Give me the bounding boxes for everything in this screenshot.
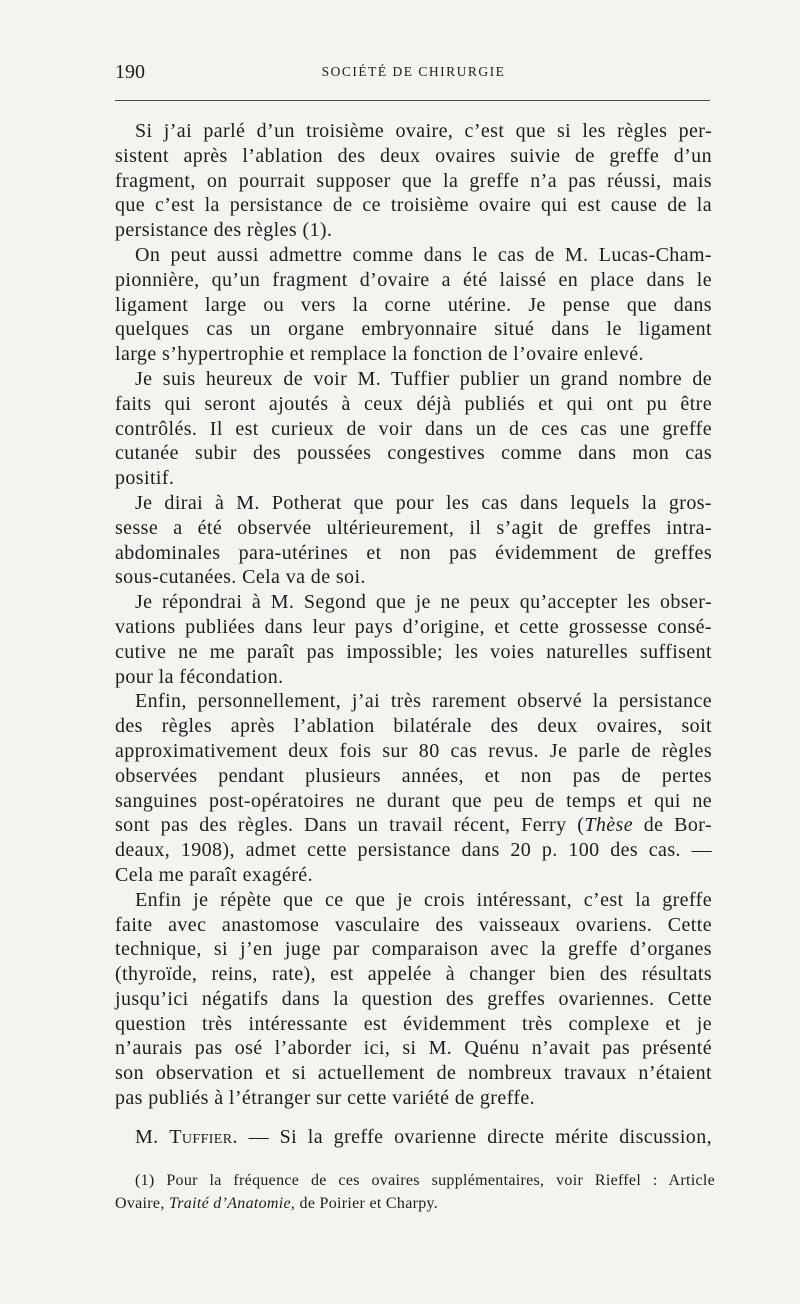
text-line: approximativement deux fois sur 80 cas revus. Je parle de règles — [115, 739, 712, 762]
body-text — [115, 119, 712, 1150]
text-line: que c’est la persistance de ce troisième ovaire qui est cause de la — [115, 194, 712, 217]
text-segment: M. — [135, 1125, 170, 1148]
text-segment: sont pas des règles. Dans un travail récent, Ferry ( — [115, 814, 585, 837]
text-line — [115, 813, 712, 838]
footnote-line: (1) Pour la fréquence de ces ovaires supplémentaires, voir Rieffel : Article — [135, 1172, 715, 1189]
footnote-line — [115, 1192, 715, 1215]
text-line: sanguines post-opératoires ne durant que peu de temps et qui ne — [115, 789, 712, 812]
text-line: n’aurais pas osé l’aborder ici, si M. Quénu n’avait pas présenté — [115, 1037, 712, 1060]
paragraph — [115, 367, 712, 491]
italic-citation: Traité d’Anatomie — [168, 1195, 291, 1212]
text-line: Enfin je répète que ce que je crois intéressant, c’est la greffe — [135, 888, 712, 911]
text-line: Enfin, personnellement, j’ai très rarement observé la persistance — [135, 690, 712, 713]
text-line: large s’hypertrophie et remplace la fonction de l’ovaire enlevé. — [115, 343, 644, 366]
text-segment: de Bor- — [632, 814, 713, 837]
text-line: contrôlés. Il est curieux de voir dans un de ces cas une greffe — [115, 417, 712, 440]
text-line: abdominales para-utérines et non pas évidemment de greffes — [115, 541, 712, 564]
text-line: observées pendant plusieurs années, et non pas de pertes — [115, 764, 712, 787]
paragraph — [115, 243, 712, 367]
text-line: Je répondrai à M. Segond que je ne peux qu’accepter les obser- — [135, 591, 712, 614]
text-segment: , de Poirier et Charpy. — [290, 1195, 439, 1212]
text-line — [115, 1125, 712, 1150]
footnote — [115, 1169, 715, 1215]
text-line: faits qui seront ajoutés à ceux déjà publiés et qui ont pu être — [115, 392, 712, 415]
header-rule — [115, 100, 710, 101]
page-header — [115, 58, 712, 86]
paragraph — [115, 119, 712, 243]
text-line: jusqu’ici négatifs dans la question des greffes ovariennes. Cette — [115, 987, 712, 1010]
text-line: des règles après l’ablation bilatérale des deux ovaires, soit — [115, 715, 712, 738]
text-line: pour la fécondation. — [115, 665, 284, 688]
text-line: positif. — [115, 467, 175, 490]
paragraph — [115, 491, 712, 590]
text-line: sistent après l’ablation des deux ovaires suivie de greffe d’un — [115, 144, 712, 167]
text-line: On peut aussi admettre comme dans le cas de M. Lucas-Cham- — [135, 243, 712, 266]
text-line: fragment, on pourrait supposer que la greffe n’a pas réussi, mais — [115, 169, 712, 192]
text-line: Si j’ai parlé d’un troisième ovaire, c’est que si les règles per- — [135, 120, 712, 142]
paragraph — [115, 590, 712, 689]
text-line: quelques cas un organe embryonnaire situé dans le ligament — [115, 318, 712, 341]
running-title: SOCIÉTÉ DE CHIRURGIE — [321, 64, 506, 79]
paragraph — [115, 1125, 712, 1150]
text-line: cutanée subir des poussées congestives comme dans mon cas — [115, 442, 712, 465]
speaker-name: Tuffier — [169, 1125, 233, 1148]
paragraph — [115, 888, 712, 1111]
paragraph — [115, 689, 712, 887]
text-segment: Ovaire, — [115, 1195, 169, 1212]
text-line: persistance des règles (1). — [115, 219, 333, 242]
italic-citation: Thèse — [584, 814, 633, 837]
text-line: Je dirai à M. Potherat que pour les cas dans lequels la gros- — [135, 491, 712, 514]
text-line: ligament large ou vers la corne utérine. Je pense que dans — [115, 293, 712, 316]
text-line: question très intéressante est évidemment très complexe et je — [115, 1012, 712, 1035]
text-line: vations publiées dans leur pays d’origine, et cette grossesse consé- — [115, 615, 712, 638]
text-line: pionnière, qu’un fragment d’ovaire a été laissé en place dans le — [115, 268, 712, 291]
text-line: (thyroïde, reins, rate), est appelée à changer bien des résultats — [115, 963, 712, 986]
text-segment: . — Si la greffe ovarienne directe mérite discussion, — [232, 1125, 712, 1148]
text-line: pas publiés à l’étranger sur cette variété de greffe. — [115, 1087, 536, 1110]
text-line: deaux, 1908), admet cette persistance dans 20 p. 100 des cas. — — [115, 839, 712, 862]
text-line: Cela me paraît exagéré. — [115, 863, 313, 886]
text-line: sesse a été observée ultérieurement, il s’agit de greffes intra- — [115, 516, 712, 539]
text-line: son observation et si actuellement de nombreux travaux n’étaient — [115, 1062, 712, 1085]
text-line: Je suis heureux de voir M. Tuffier publier un grand nombre de — [135, 367, 712, 390]
page-number: 190 — [115, 61, 145, 83]
text-line: technique, si j’en juge par comparaison avec la greffe d’organes — [115, 938, 712, 961]
text-line: sous-cutanées. Cela va de soi. — [115, 566, 366, 589]
text-line: cutive ne me paraît pas impossible; les voies naturelles suffisent — [115, 640, 712, 663]
text-line: faite avec anastomose vasculaire des vaisseaux ovariens. Cette — [115, 913, 712, 936]
